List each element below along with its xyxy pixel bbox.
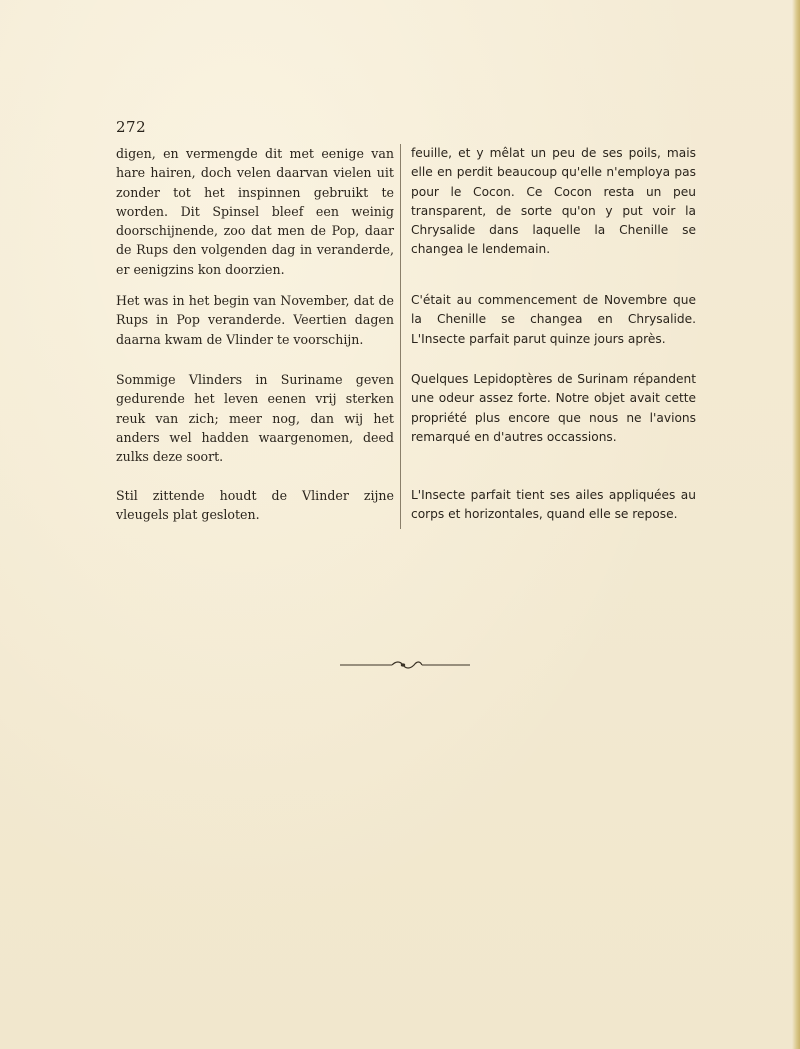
french-paragraph-1: feuille, et y mêlat un peu de ses poils, mais elle en perdit beaucoup qu'elle n'employa pas pour le Cocon. Ce Cocon resta un peu transparent, de sorte qu'on y put voir la Chrysalide dans laquelle la Chenille se changea le lendemain.: [411, 146, 696, 257]
french-paragraph-4: L'Insecte parfait tient ses ailes appliquées au corps et horizontales, quand elle se repose.: [411, 488, 696, 522]
dutch-paragraph-2: Het was in het begin van November, dat de Rups in Pop veranderde. Veertien dagen daarna kwam de Vlinder te voorschijn.: [116, 293, 394, 347]
column-divider: [400, 144, 401, 529]
page-number: 272: [116, 118, 147, 136]
decorative-rule-ornament-icon: [340, 660, 470, 670]
dutch-paragraph-1: digen, en vermengde dit met eenige van hare hairen, doch velen daarvan vielen uit zonder tot het inspinnen gebruikt te worden. Dit Spinsel bleef een weinig doorschijnende, zoo dat men de Pop, daar de Rups den volgenden dag in veranderde, er eenigzins kon doorzien.: [116, 146, 394, 277]
dutch-paragraph-3: Sommige Vlinders in Suriname geven gedurende het leven eenen vrij sterken reuk van zich; meer nog, dan wij het anders wel hadden waargenomen, deed zulks deze soort.: [116, 372, 394, 465]
french-paragraph-2: C'était au commencement de Novembre que la Chenille se changea en Chrysalide. L'Insecte parfait parut quinze jours après.: [411, 293, 696, 346]
french-paragraph-3: Quelques Lepidoptères de Surinam répandent une odeur assez forte. Notre objet avait cette propriété plus encore que nous ne l'avions remarqué en d'autres occassions.: [411, 372, 696, 444]
page-edge: [792, 0, 800, 1049]
dutch-paragraph-4: Stil zittende houdt de Vlinder zijne vleugels plat gesloten.: [116, 488, 394, 523]
